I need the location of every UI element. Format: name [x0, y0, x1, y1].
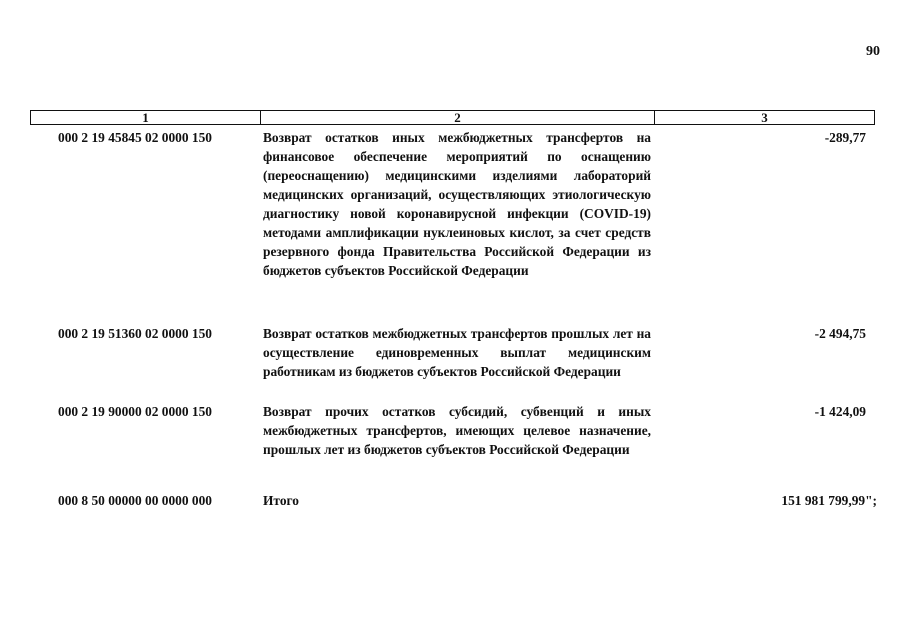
- row-description: Возврат прочих остатков субсидий, субвенций и иных межбюджетных трансфертов, имеющих целевое назначение, прошлых лет из бюджетов субъектов Российской Федерации: [263, 404, 651, 457]
- row-amount: 151 981 799,99";: [781, 493, 877, 508]
- row-description: Итого: [263, 493, 299, 508]
- header-col-3: 3: [761, 110, 768, 125]
- table-header: [30, 110, 875, 125]
- row-code: 000 2 19 51360 02 0000 150: [58, 326, 212, 341]
- row-code: 000 8 50 00000 00 0000 000: [58, 493, 212, 508]
- row-description: Возврат остатков иных межбюджетных трансфертов на финансовое обеспечение мероприятий по оснащению (переоснащению) медицинскими изделиями лабораторий медицинских организаций, осуществляющих этиологическую диагностику новой коронавирусной инфекции (COVID-19) методами амплификации нуклеиновых кислот, за счет средств резервного фонда Правительства Российской Федерации из бюджетов субъектов Российской Федерации: [263, 130, 651, 278]
- row-code: 000 2 19 90000 02 0000 150: [58, 404, 212, 419]
- page-number: 90: [866, 44, 880, 59]
- row-amount: -289,77: [824, 130, 866, 145]
- header-col-1: 1: [31, 111, 261, 124]
- row-code: 000 2 19 45845 02 0000 150: [58, 130, 212, 145]
- row-amount: -1 424,09: [814, 404, 866, 419]
- header-col-2: 2: [261, 111, 655, 124]
- row-amount: -2 494,75: [814, 326, 866, 341]
- row-description: Возврат остатков межбюджетных трансфертов прошлых лет на осуществление единовременных выплат медицинским работникам из бюджетов субъектов Российской Федерации: [263, 326, 651, 379]
